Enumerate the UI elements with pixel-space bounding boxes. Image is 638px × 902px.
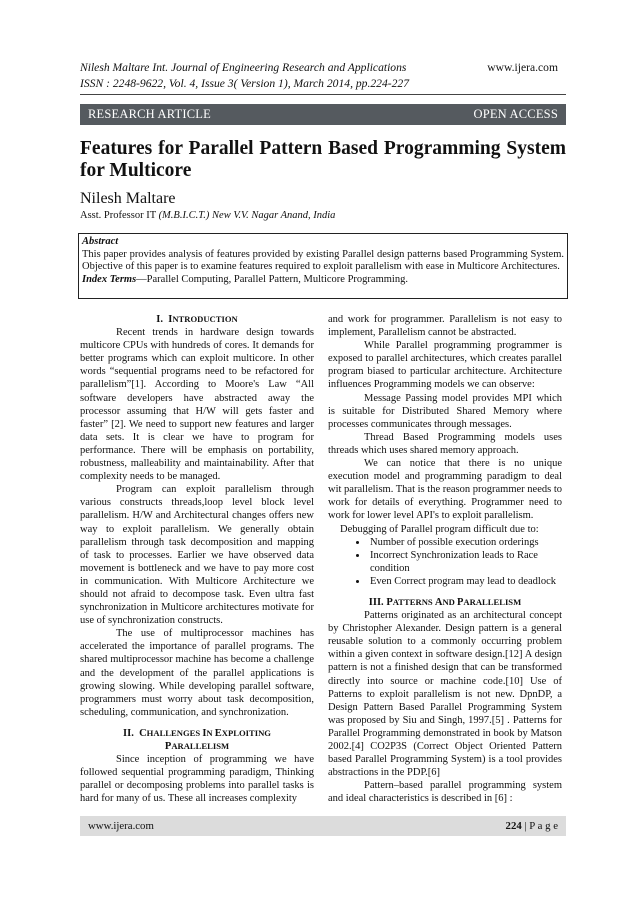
author-name: Nilesh Maltare [80,190,176,207]
heading-cap: A [434,596,443,608]
heading-rest: N [206,727,215,738]
paragraph: and work for programmer. Parallelism is not easy to implement, Parallelism cannot be abstracted. [328,314,562,339]
heading-cap: P [386,596,393,608]
author-affiliation [80,209,335,222]
section-number: I. [156,314,163,325]
abstract-box [78,233,568,299]
paragraph: Recent trends in hardware design towards multicore CPUs with hundreds of cores. It demands for better programs which can exploit multicore. In other words “sequential programs need to be refactored for parallelism”[1]. According to Moore's Law “All software developers have abstracted away the processor assuming that H/W will gets faster and faster” [2]. We need to support new features and larger data sets. It is clear we have to program for performance. There will be emphasis on portability, robustness, malleability and maintainability. After that complexity needs to be managed. [80,327,314,483]
paragraph: Debugging of Parallel program difficult due to: [340,523,539,535]
heading-rest: ND [442,596,457,607]
heading-rest: ATTERNS [392,596,435,607]
page-label: | P a g e [521,820,558,832]
heading-cap: I [202,727,207,739]
heading-cap: C [139,727,147,739]
list-item: • Even Correct program may lead to deadlock [368,575,562,588]
section-heading-challenges [80,727,314,753]
research-article-label: RESEARCH ARTICLE [88,107,211,121]
list-item: • Incorrect Synchronization leads to Race condition [368,549,562,575]
section-number: III. [368,596,384,608]
page-number [506,816,558,836]
paragraph: Message Passing model provides MPI which is suitable for Distributed Shared Memory where processes communicates through messages. [328,392,562,430]
heading-rest: HALLENGES [146,727,203,738]
right-column [328,313,562,805]
left-column [80,313,314,805]
journal-name: Nilesh Maltare Int. Journal of Engineering Research and Applications [80,61,407,74]
spacer [328,588,562,596]
issn-line: ISSN : 2248-9622, Vol. 4, Issue 3( Version 1), March 2014, pp.224-227 [80,77,409,90]
section-heading-introduction [80,313,314,326]
heading-rest: XPLOITING [221,727,271,738]
header-website[interactable]: www.ijera.com [487,61,558,74]
heading-rest: ARALLELISM [171,741,230,751]
heading-cap: P [457,596,464,608]
heading-rest: ARALLELISM [463,596,522,607]
spacer [80,719,314,727]
section-heading-patterns [328,596,562,609]
section-number: II. [123,727,134,739]
abstract-text: This paper provides analysis of features provided by existing Parallel design patterns based Programming System. Objective of this paper is to examine features required to exploit parallelism with ease in Multicore Architectures. [82,248,564,272]
paragraph: Since inception of programming we have followed sequential programming paradigm, Thinking parallel or decomposing problems into parallel tasks is hard for many of us. These all increases complexity [80,754,314,805]
index-terms [82,274,408,285]
article-type-banner [80,104,566,125]
heading-cap: E [214,727,222,739]
heading-rest: NTRODUCTION [172,314,238,324]
paragraph: Program can exploit parallelism through various constructs threads,loop level block level parallelism. H/W and Architectural changes offers new way to exploit parallelism. We generally obtain parallelism through task decomposition and mapping of task to processes. Earlier we have observed data movement is bottleneck and we have to pay more cost in communication. With Multicore Architecture we should not afraid to decompose task. Even ultra fast synchronization in Multicore architectures motivate for use of synchronization constructs. [80,484,314,627]
affiliation-role: Asst. Professor IT [80,210,159,221]
index-terms-label: Index Terms [82,273,137,285]
heading-cap: P [164,741,172,752]
heading-cap: I [168,314,173,325]
page-footer [80,816,566,836]
running-header [80,60,480,92]
paragraph: Thread Based Programming models uses threads which uses shared memory approach. [328,431,562,456]
abstract-heading: Abstract [82,236,119,247]
affiliation-org: (M.B.I.C.T.) New V.V. Nagar Anand, India [158,210,336,221]
header-divider [80,94,566,95]
paragraph: Patterns originated as an architectural concept by Christopher Alexander. Design pattern is a general reusable solution to a commonly occurring problem within a given context in software design.[12] A design pattern is not a finished design that can be transformed directly into source or machine code.[10] Use of Patterns to exploit parallelism is not new. DpnDP, a Design Pattern Based Parallel Programming System was proposed by Siu and Singh, 1997.[5] . Patterns for Parallel Programming demonstrated in book by Matson 2002.[4] CO2P3S (Correct Object Oriented Pattern based Parallel Programming System) is a tool provides abstractions in the PDP.[6] [328,610,562,779]
index-terms-text: —Parallel Computing, Parallel Pattern, Multicore Programming. [136,273,408,285]
bullet-list [328,536,562,588]
list-item: • Number of possible execution orderings [368,536,562,549]
footer-website[interactable]: www.ijera.com [88,820,154,832]
page-number-value: 224 [505,820,522,832]
paragraph: The use of multiprocessor machines has accelerated the importance of parallel programs. The shared multiprocessor machine has become a challenge and the development of the parallel applications is growing slowing. While developing parallel software, programmers must worry about task decomposition, scheduling, communication, and synchronization. [80,628,314,718]
paragraph: Pattern–based parallel programming system and ideal characteristics is described in [6] : [328,780,562,805]
open-access-label: OPEN ACCESS [473,107,558,121]
paper-title: Features for Parallel Pattern Based Programming System for Multicore [80,138,566,181]
paragraph: While Parallel programming programmer is exposed to parallel architectures, which creates parallel program biased to particular architecture. Architecture influences Programming models we can observe: [328,340,562,391]
paragraph: We can notice that there is no unique execution model and programming paradigm to deal wit parallelism. That is the reason programmer needs to work for details of everything. Programmer need to work for lower level API's to exploit parallelism. [328,458,562,522]
